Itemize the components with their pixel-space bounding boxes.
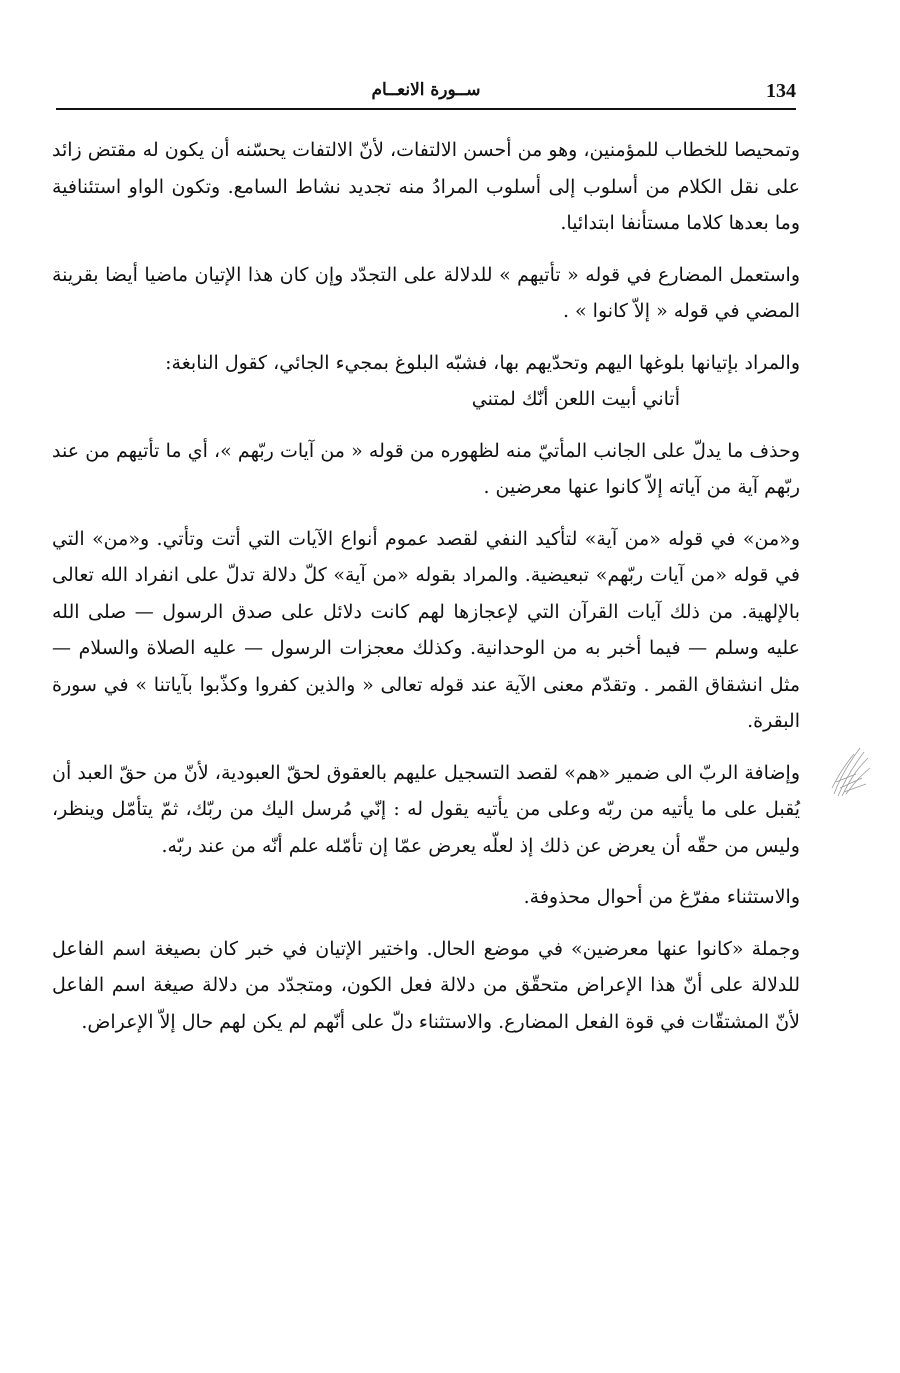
paragraph-5: و«من» في قوله «من آية» لتأكيد النفي لقصد عموم أنواع الآيات التي أتت وتأتي. و«من» التي في قوله «من آيات ربّهم» تبعيضية. والمراد بقوله «من آية» كلّ دلالة تدلّ على انفراد الله تعالى بالإلهية. من ذلك آيات القرآن التي لإعجازها لهم كانت دلائل على صدق الرسول — صلى الله عليه وسلم — فيما أخبر به من الوحدانية. وكذلك معجزات الرسول — عليه الصلاة والسلام — مثل انشقاق القمر . وتقدّم معنى الآية عند قوله تعالى « والذين كفروا وكذّبوا بآياتنا » في سورة البقرة.	[52, 527, 800, 732]
body-text	[52, 132, 800, 1055]
page-header	[56, 78, 796, 110]
paragraph-4: وحذف ما يدلّ على الجانب المأتيّ منه لظهوره من قوله « من آيات ربّهم »، أي ما تأتيهم من عند ربّهم آية من آياته إلاّ كانوا عنها معرضين .	[52, 439, 800, 498]
paragraph-2: واستعمل المضارع في قوله « تأتيهم » للدلالة على التجدّد وإن كان هذا الإتيان ماضيا أيضا بقرينة المضي في قوله « إلاّ كانوا » .	[52, 263, 800, 322]
page-number: 134	[766, 80, 796, 102]
paragraph-7: والاستثناء مفرّغ من أحوال محذوفة.	[523, 886, 800, 908]
paragraph-3: والمراد بإتيانها بلوغها اليهم وتحدّيهم بها، فشبّه البلوغ بمجيء الجائي، كقول النابغة:	[165, 351, 800, 374]
poetry-verse: أتاني أبيت اللعن أنّك لمتني	[471, 388, 680, 410]
running-title: ســورة الانعــام	[371, 80, 481, 100]
margin-scribble-mark	[826, 738, 876, 800]
paragraph-8: وجملة «كانوا عنها معرضين» في موضع الحال. واختير الإتيان في خبر كان بصيغة اسم الفاعل للدلالة على أنّ هذا الإعراض متحقّق من دلالة فعل الكون، ومتجدّد من دلالة صيغة اسم الفاعل لأنّ المشتقّات في قوة الفعل المضارع. والاستثناء دلّ على أنّهم لم يكن لهم حال إلاّ الإعراض.	[52, 937, 800, 1033]
paragraph-6: وإضافة الربّ الى ضمير «هم» لقصد التسجيل عليهم بالعقوق لحقّ العبودية، لأنّ من حقّ العبد أن يُقبل على ما يأتيه من ربّه وعلى من يأتيه يقول له : إنّي مُرسل اليك من ربّك، ثمّ يتأمّل وينظر، وليس من حقّه أن يعرض عن ذلك إذ لعلّه يعرض عمّا إن تأمّله علم أنّه من عند ربّه.	[52, 761, 800, 857]
paragraph-1: وتمحيصا للخطاب للمؤمنين، وهو من أحسن الالتفات، لأنّ الالتفات يحسّنه أن يكون له مقتض زائد على نقل الكلام من أسلوب إلى أسلوب المرادُ منه تجديد نشاط السامع. وتكون الواو استئنافية وما بعدها كلاما مستأنفا ابتدائيا.	[52, 139, 800, 234]
